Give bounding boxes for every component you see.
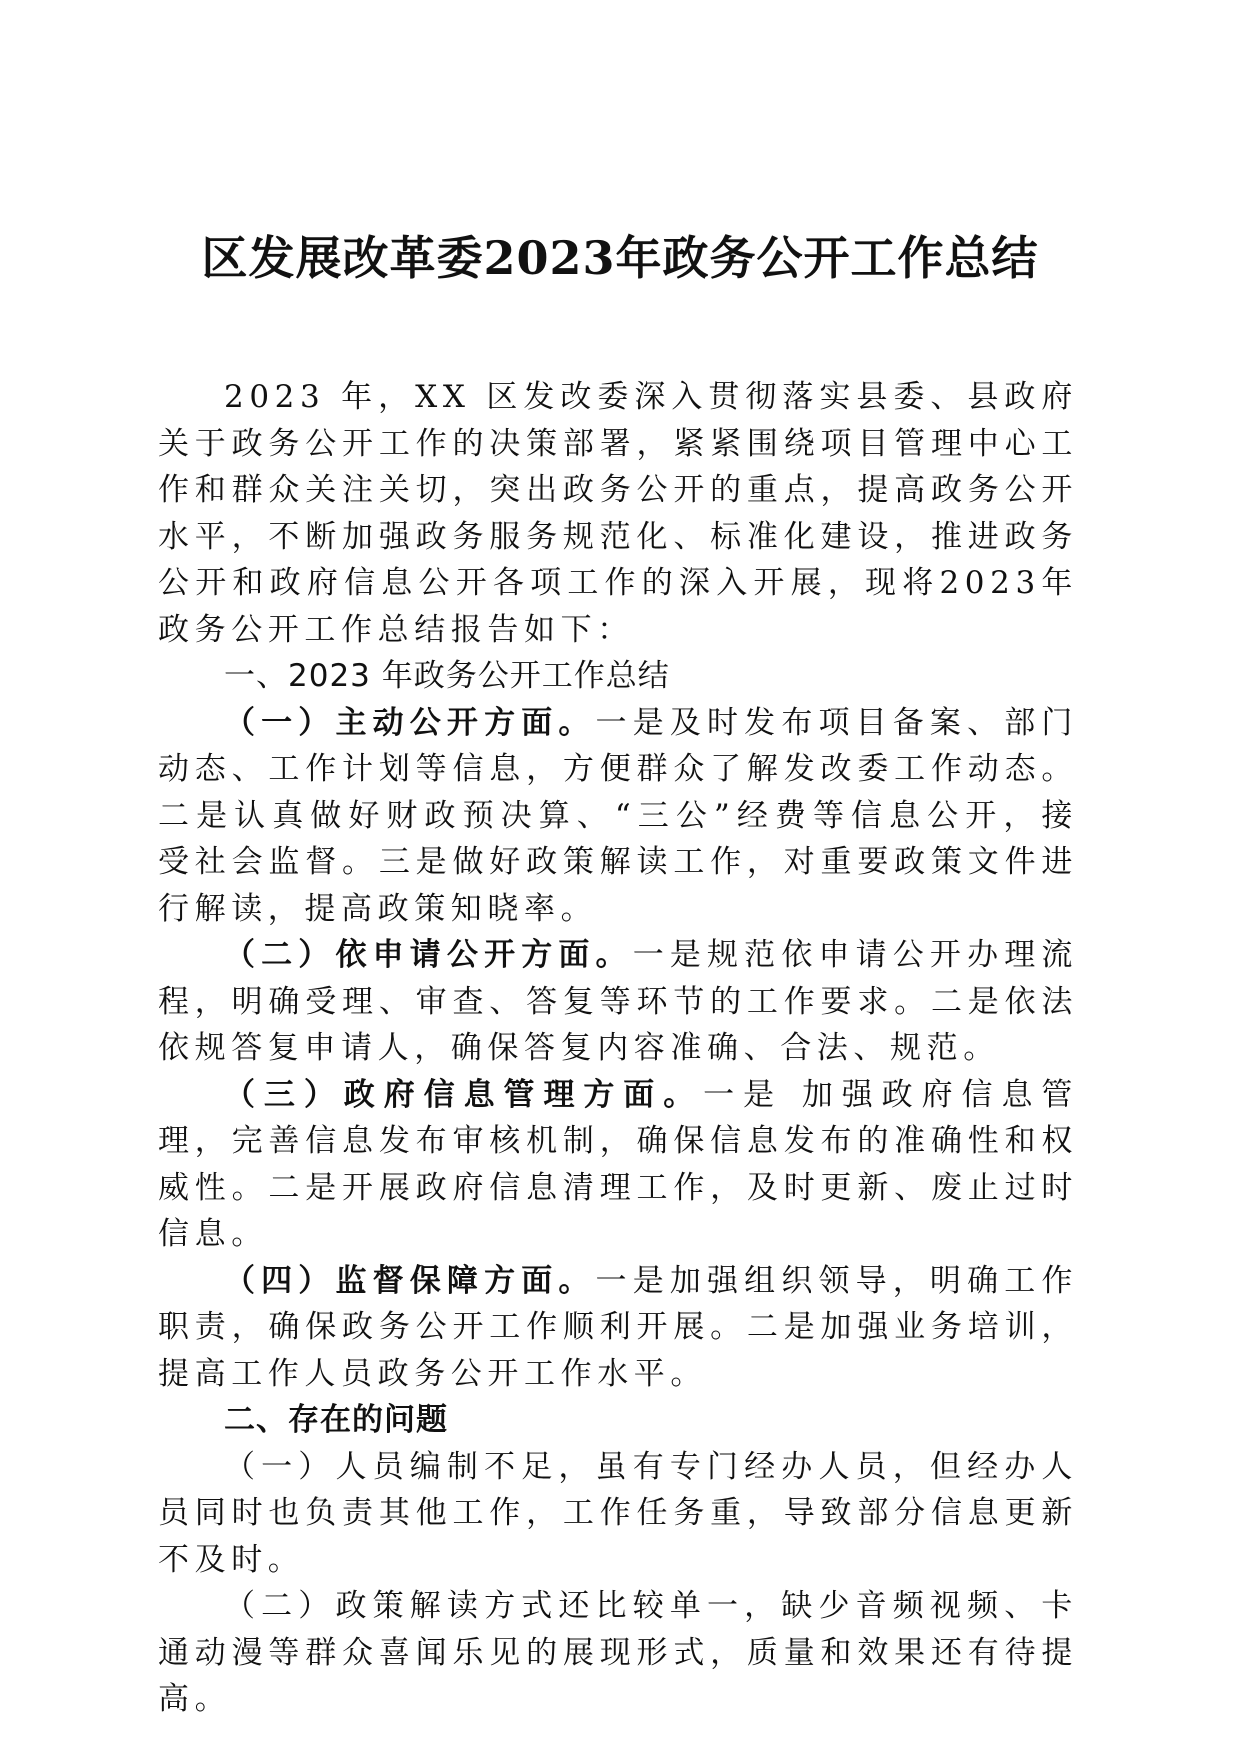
problem-item-2: （二）政策解读方式还比较单一，缺少音频视频、卡通动漫等群众喜闻乐见的展现形式，质量和效果还有待提高。 bbox=[158, 1588, 1078, 1717]
document-body bbox=[158, 374, 1078, 1723]
problem-item-1: （一）人员编制不足，虽有专门经办人员，但经办人员同时也负责其他工作，工作任务重，导致部分信息更新不及时。 bbox=[158, 1448, 1078, 1578]
summary-item-4-lead: （四）监督保障方面。 bbox=[224, 1262, 596, 1299]
summary-item-3-lead: （三）政府信息管理方面。 bbox=[224, 1076, 704, 1113]
section-heading-problems: 二、存在的问题 bbox=[224, 1402, 448, 1438]
summary-item-1-text: 一是及时发布项目备案、部门动态、工作计划等信息，方便群众了解发改委工作动态。二是认真做好财政预决算、“三公”经费等信息公开，接受社会监督。三是做好政策解读工作，对重要政策文件进行解读，提高政策知晓率。 bbox=[158, 704, 1078, 927]
section-heading-summary: 一、2023 年政务公开工作总结 bbox=[224, 658, 670, 694]
summary-item-4-text: 一是加强组织领导，明确工作职责，确保政务公开工作顺利开展。二是加强业务培训，提高工作人员政务公开工作水平。 bbox=[158, 1262, 1078, 1392]
document-title: 区发展改革委2023年政务公开工作总结 bbox=[201, 231, 1039, 285]
intro-paragraph: 2023 年，XX 区发改委深入贯彻落实县委、县政府关于政务公开工作的决策部署，紧紧围绕项目管理中心工作和群众关注关切，突出政务公开的重点，提高政务公开水平，不断加强政务服务规范化、标准化建设，推进政务公开和政府信息公开各项工作的深入开展，现将2023年政务公开工作总结报告如下： bbox=[158, 379, 1078, 648]
summary-item-3 bbox=[158, 1072, 1078, 1258]
summary-item-2 bbox=[158, 932, 1078, 1072]
summary-item-3-text: 一是 加强政府信息管理，完善信息发布审核机制，确保信息发布的准确性和权威性。二是开展政府信息清理工作，及时更新、废止过时信息。 bbox=[158, 1076, 1078, 1252]
summary-item-1 bbox=[158, 700, 1078, 933]
summary-item-4 bbox=[158, 1258, 1078, 1398]
summary-item-2-text: 一是规范依申请公开办理流程，明确受理、审查、答复等环节的工作要求。二是依法依规答复申请人，确保答复内容准确、合法、规范。 bbox=[158, 937, 1078, 1066]
summary-item-2-lead: （二）依申请公开方面。 bbox=[224, 937, 633, 973]
summary-item-1-lead: （一）主动公开方面。 bbox=[224, 704, 596, 741]
